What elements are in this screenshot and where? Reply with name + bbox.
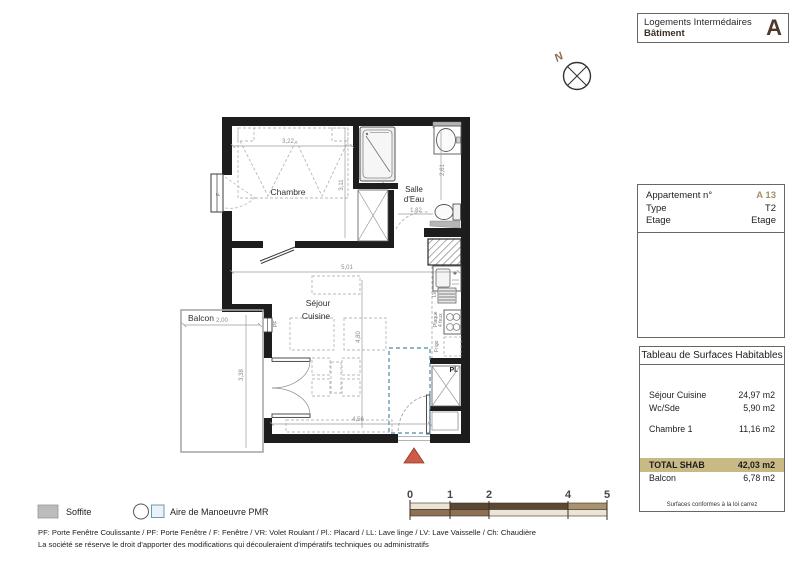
svg-text:2,61: 2,61 (440, 164, 446, 176)
fridge (444, 337, 461, 356)
surface-label: Chambre 1 (649, 424, 693, 434)
chambre-window (211, 174, 258, 212)
svg-text:4,56: 4,56 (352, 417, 364, 423)
svg-text:3,22: 3,22 (282, 139, 294, 145)
apartment-info-box (637, 184, 785, 338)
scale-tick-5: 5 (603, 489, 611, 501)
room-label-salle-eau-1: Salle (405, 185, 423, 194)
abbreviations-legend: PF: Porte Fenêtre Coulissante / PF: Porte Fenêtre / F: Fenêtre / VR: Volet Roulant / Pl.: Placard / LL: Lave linge / LV: Lave Vaisselle / Ch: Chaudière (38, 528, 536, 537)
disclaimer-text: La société se réserve le droit d'apporter des modifications qui découleraient d'impératifs techniques ou administratifs (38, 540, 429, 549)
title-block-text (644, 17, 752, 39)
svg-text:4,80: 4,80 (356, 331, 362, 343)
room-label-chambre: Chambre (270, 187, 306, 197)
apartment-floor-row (646, 215, 776, 228)
surface-total-label: TOTAL SHAB (649, 460, 705, 470)
svg-text:1,82: 1,82 (410, 208, 422, 214)
surface-total-value: 42,03 m2 (737, 460, 775, 470)
scale-tick-2: 2 (485, 489, 493, 501)
chaudiere-hatched-area (428, 239, 461, 265)
entrance-marker-icon (404, 448, 424, 463)
surface-row-chambre (649, 423, 775, 436)
spacer (649, 415, 775, 423)
building-letter: A (766, 15, 782, 40)
sejour-furniture (286, 276, 392, 432)
balcony-outline (181, 310, 263, 452)
dishwasher (438, 288, 456, 303)
apartment-type-value: T2 (764, 202, 776, 214)
room-label-sejour-2: Cuisine (301, 311, 331, 321)
surface-label: Balcon (649, 473, 676, 483)
surface-row-balcon (649, 472, 775, 485)
surface-row-sejour (649, 389, 775, 402)
balcony-window (263, 318, 279, 332)
surface-label: Wc/Sde (649, 403, 680, 413)
building-label: Bâtiment (644, 28, 685, 39)
surface-value: 11,16 m2 (738, 424, 775, 434)
compass-north-label: N (552, 50, 566, 65)
closet-lower (432, 366, 460, 430)
apartment-type-label: Type (646, 202, 667, 214)
chambre-door (260, 247, 295, 264)
room-label-salle-eau-2: d'Eau (403, 195, 425, 204)
scale-tick-0: 0 (406, 489, 414, 501)
balcony-french-door (272, 358, 310, 417)
shower-tray (360, 127, 395, 181)
surfaces-table-title: Tableau de Surfaces Habitables (640, 347, 784, 365)
svg-text:3,38: 3,38 (239, 369, 245, 381)
entrance-door (398, 395, 430, 441)
apartment-floor-label: Etage (646, 215, 671, 226)
room-label-balcon: Balcon (188, 313, 214, 323)
dishwasher-label: LV (432, 291, 438, 297)
program-name: Logements Intermédaires (644, 17, 752, 28)
surfaces-table-body (640, 365, 784, 511)
washbasin (434, 126, 461, 154)
surfaces-footnote: Surfaces conformes à la loi carrez (666, 502, 758, 508)
scale-tick-1: 1 (446, 489, 454, 501)
scale-bar (407, 489, 610, 520)
legend-pmr-label: Aire de Manoeuvre PMR (170, 507, 269, 517)
pmr-area (389, 348, 430, 433)
window-pf-label: PF (273, 320, 279, 327)
legend-icons (38, 504, 164, 519)
svg-text:3,11: 3,11 (339, 179, 345, 191)
scale-tick-4: 4 (564, 489, 572, 501)
apartment-number-label: Appartement n° (646, 190, 713, 201)
surface-value: 24,97 m2 (738, 390, 775, 400)
fridge-label: Frigo (434, 340, 440, 352)
compass (553, 50, 591, 90)
title-block (637, 13, 789, 43)
apartment-number-row (646, 190, 776, 203)
surface-total-row (640, 458, 784, 472)
pmr-circle-icon (134, 504, 149, 519)
hotplate (444, 310, 461, 334)
apartment-floor-value: Etage (751, 215, 776, 226)
apartment-box-divider (638, 232, 784, 233)
svg-text:2,00: 2,00 (216, 318, 228, 324)
surfaces-table (639, 346, 785, 512)
apartment-type-row (646, 203, 776, 216)
surface-value: 6,78 m2 (743, 473, 775, 483)
room-label-sejour-1: Séjour (305, 298, 331, 308)
closet-upper (358, 190, 388, 241)
surface-row-wcsde (649, 402, 775, 415)
surface-value: 5,90 m2 (743, 403, 775, 413)
spacer (649, 436, 775, 448)
pmr-square-icon (152, 505, 165, 518)
bathroom-door (396, 212, 428, 229)
hotplate-label2: 4 feux (438, 313, 444, 327)
toilet (435, 204, 461, 220)
svg-text:5,01: 5,01 (341, 265, 353, 271)
surface-label: Séjour Cuisine (649, 390, 707, 400)
soffite-swatch-icon (38, 505, 58, 518)
apartment-number-value: A 13 (756, 190, 776, 201)
legend-soffite-label: Soffite (66, 507, 92, 517)
closet-lower-label: Pl. (449, 367, 458, 374)
window-f-label: F (216, 192, 222, 196)
closet-upper-label: Pl. (377, 183, 386, 190)
hotplate-label1: Plaque (433, 311, 439, 327)
